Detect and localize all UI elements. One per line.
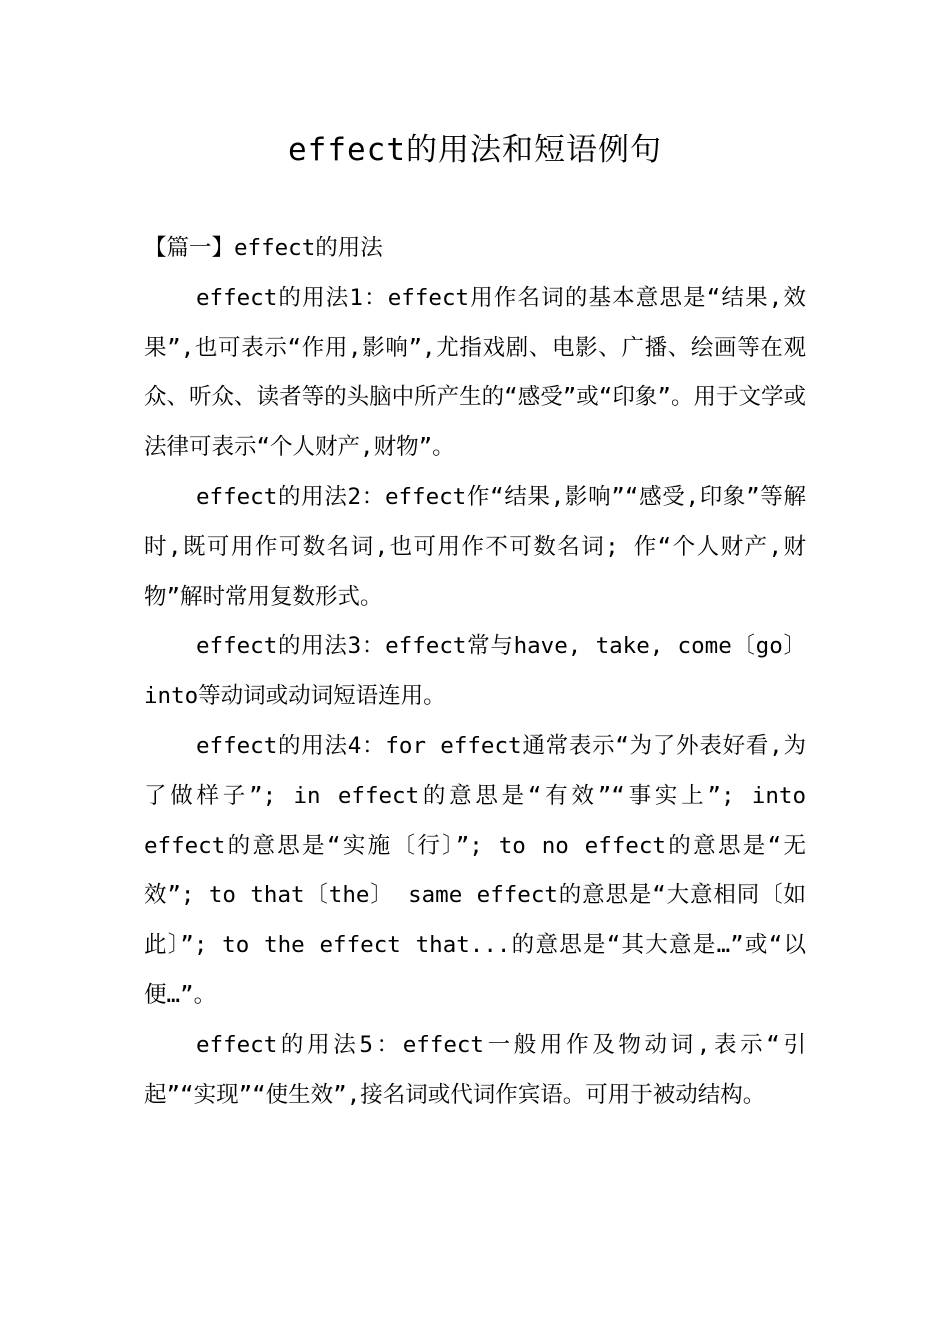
paragraph-usage-5: effect的用法5：effect一般用作及物动词,表示“引起”“实现”“使生效”,接名词或代词作宾语。可用于被动结构。 (144, 1031, 806, 1108)
document-title: effect的用法和短语例句 (288, 132, 662, 168)
paragraph-usage-3: effect的用法3：effect常与have, take, come〔go〕 into等动词或动词短语连用。 (144, 633, 806, 710)
paragraph-usage-4: effect的用法4：for effect通常表示“为了外表好看,为了做样子”; in effect的意思是“有效”“事实上”; into effect的意思是“实施〔行〕”; to no effect的意思是“无效”; to that〔the〕 same effect的意思是“大意相同〔如此〕”; to the effect that...的意思是“其大意是…”或“以便…”。 (144, 732, 806, 1008)
paragraph-usage-2: effect的用法2：effect作“结果,影响”“感受,印象”等解时,既可用作可数名词,也可用作不可数名词; 作“个人财产,财物”解时常用复数形式。 (144, 483, 806, 610)
document-body (144, 224, 806, 1120)
paragraph-usage-1: effect的用法1：effect用作名词的基本意思是“结果,效果”,也可表示“作用,影响”,尤指戏剧、电影、广播、绘画等在观众、听众、读者等的头脑中所产生的“感受”或“印象”。用于文学或法律可表示“个人财产,财物”。 (144, 284, 806, 461)
section-heading: 【篇一】effect的用法 (144, 235, 383, 261)
